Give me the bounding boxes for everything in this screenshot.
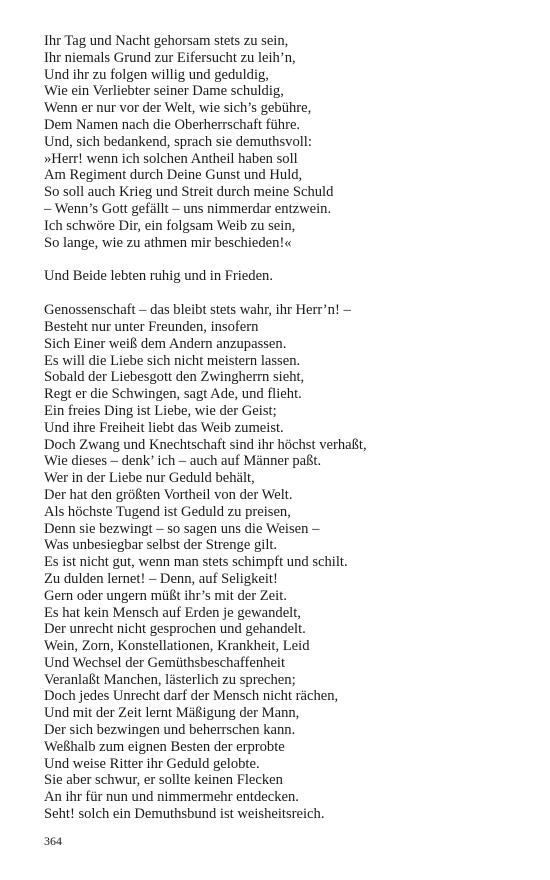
verse-line: Als höchste Tugend ist Geduld zu preisen, [44,503,291,520]
verse-line: Was unbesiegbar selbst der Strenge gilt. [44,537,278,554]
verse-line: »Herr! wenn ich solchen Antheil haben soll [44,150,298,167]
verse-line: Regt er die Schwingen, sagt Ade, und flieht. [44,386,302,403]
verse-line: Zu dulden lernet! – Denn, auf Seligkeit! [44,570,278,587]
verse-line: Gern oder ungern müßt ihr’s mit der Zeit. [44,587,287,604]
verse-line: Weßhalb zum eignen Besten der erprobte [44,738,285,755]
verse-line: Und, sich bedankend, sprach sie demuthsvoll: [44,133,312,150]
stanza-3 [44,302,534,823]
verse-line: Ihr niemals Grund zur Eifersucht zu leih’n, [44,49,296,66]
verse-line: Und mit der Zeit lernt Mäßigung der Mann, [44,705,300,722]
verse-line: Wer in der Liebe nur Geduld behält, [44,470,255,487]
verse-line: Besteht nur unter Freunden, insofern [44,318,259,335]
verse-line: Wie dieses – denk’ ich – auch auf Männer paßt. [44,453,322,470]
verse-line: Veranlaßt Manchen, lästerlich zu sprechen; [44,671,296,688]
verse-line: Und ihr zu folgen willig und geduldig, [44,66,269,83]
verse-line: Ich schwöre Dir, ein folgsam Weib zu sein, [44,217,296,234]
stanza-2 [44,268,534,285]
verse-line: Ein freies Ding ist Liebe, wie der Geist; [44,402,277,419]
verse-line: Sich Einer weiß dem Andern anzupassen. [44,335,287,352]
verse-line: Und weise Ritter ihr Geduld gelobte. [44,755,260,772]
verse-line: So lange, wie zu athmen mir beschieden!« [44,234,292,251]
verse-line: Wenn er nur vor der Welt, wie sich’s gebühre, [44,100,312,117]
verse-line: Doch Zwang und Knechtschaft sind ihr höchst verhaßt, [44,436,367,453]
verse-line: Der sich bezwingen und beherrschen kann. [44,722,296,739]
page-number: 364 [44,834,62,848]
verse-line: Und Beide lebten ruhig und in Frieden. [44,268,273,285]
verse-line: An ihr für nun und nimmermehr entdecken. [44,789,299,806]
verse-line: Denn sie bezwingt – so sagen uns die Weisen – [44,520,320,537]
verse-line: – Wenn’s Gott gefällt – uns nimmerdar entzwein. [44,200,332,217]
page-body [44,33,534,823]
verse-line: Seht! solch ein Demuthsbund ist weisheitsreich. [44,806,325,823]
verse-line: Doch jedes Unrecht darf der Mensch nicht rächen, [44,688,339,705]
verse-line: Der hat den größten Vortheil von der Welt. [44,486,293,503]
verse-line: Es will die Liebe sich nicht meistern lassen. [44,352,301,369]
verse-line: Sie aber schwur, er sollte keinen Flecken [44,772,283,789]
stanza-1 [44,33,534,251]
verse-line: Wein, Zorn, Konstellationen, Krankheit, Leid [44,638,310,655]
verse-line: Dem Namen nach die Oberherrschaft führe. [44,116,301,133]
verse-line: Am Regiment durch Deine Gunst und Huld, [44,167,303,184]
verse-line: So soll auch Krieg und Streit durch meine Schuld [44,184,334,201]
verse-line: Ihr Tag und Nacht gehorsam stets zu sein, [44,33,289,49]
verse-line: Es ist nicht gut, wenn man stets schimpft und schilt. [44,554,348,571]
verse-line: Es hat kein Mensch auf Erden je gewandelt, [44,604,301,621]
verse-line: Der unrecht nicht gesprochen und gehandelt. [44,621,306,638]
verse-line: Und Wechsel der Gemüthsbeschaffenheit [44,654,286,671]
verse-line: Sobald der Liebesgott den Zwingherrn sieht, [44,369,305,386]
verse-line: Genossenschaft – das bleibt stets wahr, ihr Herr’n! – [44,302,351,319]
verse-line: Wie ein Verliebter seiner Dame schuldig, [44,83,284,100]
verse-line: Und ihre Freiheit liebt das Weib zumeist. [44,419,284,436]
